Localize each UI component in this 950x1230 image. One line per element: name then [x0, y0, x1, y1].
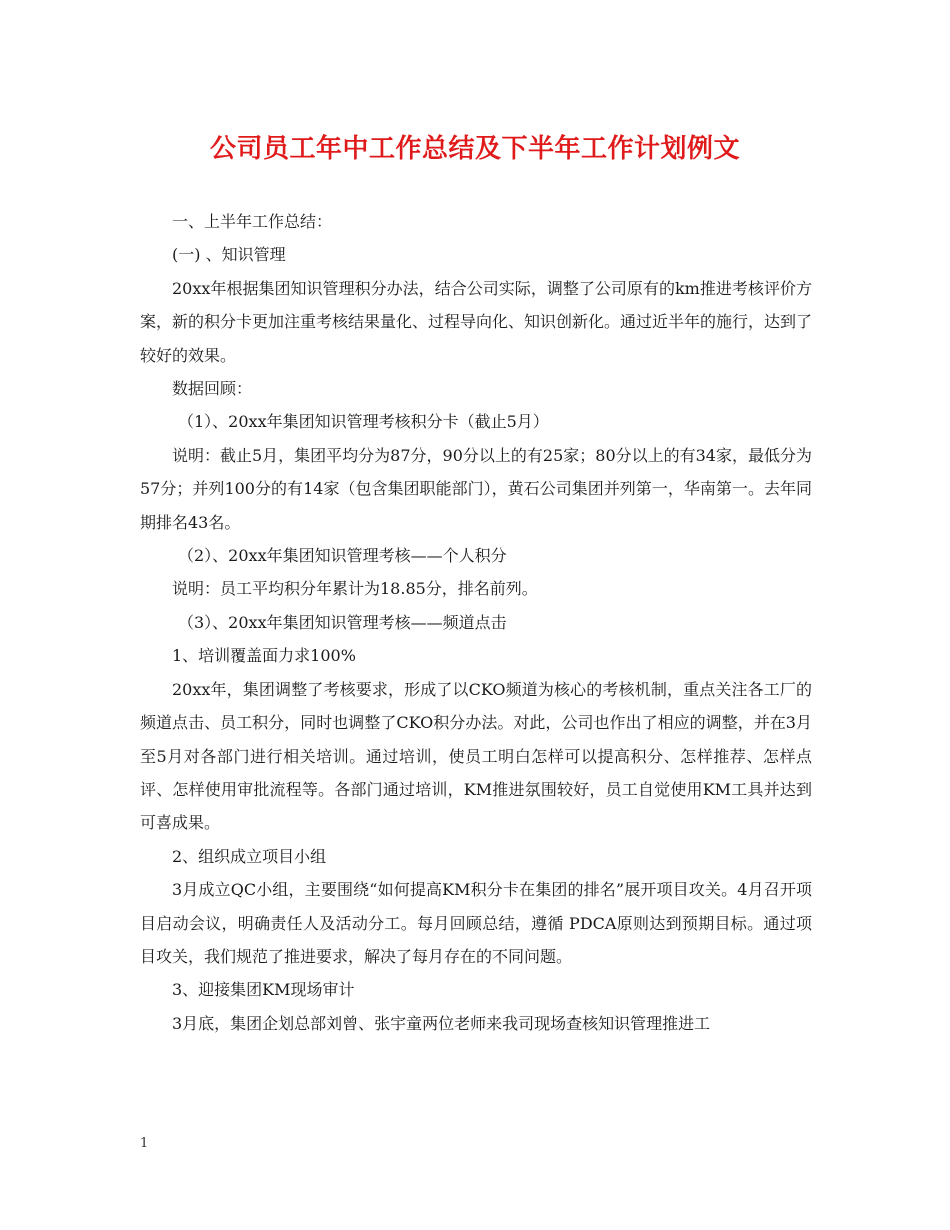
paragraph: 20xx年根据集团知识管理积分办法，结合公司实际，调整了公司原有的km推进考核评价方案，新的积分卡更加注重考核结果量化、过程导向化、知识创新化。通过近半年的施行，达到了较好的效果。	[140, 278, 813, 365]
page-number: 1	[140, 1136, 149, 1151]
paragraph: 说明：员工平均积分年累计为18.85分，排名前列。	[172, 579, 538, 599]
page-title: 公司员工年中工作总结及下半年工作计划例文	[209, 134, 740, 164]
list-item: （1）、20xx年集团知识管理考核积分卡（截止5月）	[178, 412, 549, 432]
numbered-heading: 2、组织成立项目小组	[172, 846, 327, 866]
paragraph: 说明：截止5月，集团平均分为87分，90分以上的有25家；80分以上的有34家，最低分为57分；并列100分的有14家（包含集团职能部门），黄石公司集团并列第一，华南第一。去年同期排名43名。	[140, 445, 812, 532]
paragraph: 20xx年，集团调整了考核要求，形成了以CKO频道为核心的考核机制，重点关注各工厂的频道点击、员工积分，同时也调整了CKO积分办法。对此，公司也作出了相应的调整，并在3月至5月对各部门进行相关培训。通过培训，使员工明白怎样可以提高积分、怎样推荐、怎样点评、怎样使用审批流程等。各部门通过培训，KM推进氛围较好，员工自觉使用KM工具并达到可喜成果。	[140, 679, 812, 833]
subsection-heading: (一) 、知识管理	[172, 245, 286, 265]
section-heading: 一、上半年工作总结：	[172, 212, 333, 231]
list-item: （2）、20xx年集团知识管理考核——个人积分	[178, 546, 507, 566]
numbered-heading: 1、培训覆盖面力求100%	[172, 646, 356, 666]
list-item: （3）、20xx年集团知识管理考核——频道点击	[178, 612, 507, 632]
paragraph: 3月成立QC小组，主要围绕“如何提高KM积分卡在集团的排名”展开项目攻关。4月召开项目启动会议，明确责任人及活动分工。每月回顾总结，遵循 PDCA原则达到预期目标。通过项目攻关，我们规范了推进要求，解决了每月存在的不同问题。	[140, 880, 812, 966]
document-body	[140, 205, 812, 1040]
numbered-heading: 3、迎接集团KM现场审计	[172, 980, 355, 1000]
paragraph-label: 数据回顾：	[172, 379, 253, 399]
paragraph: 3月底，集团企划总部刘曾、张宇童两位老师来我司现场查核知识管理推进工	[172, 1013, 711, 1033]
